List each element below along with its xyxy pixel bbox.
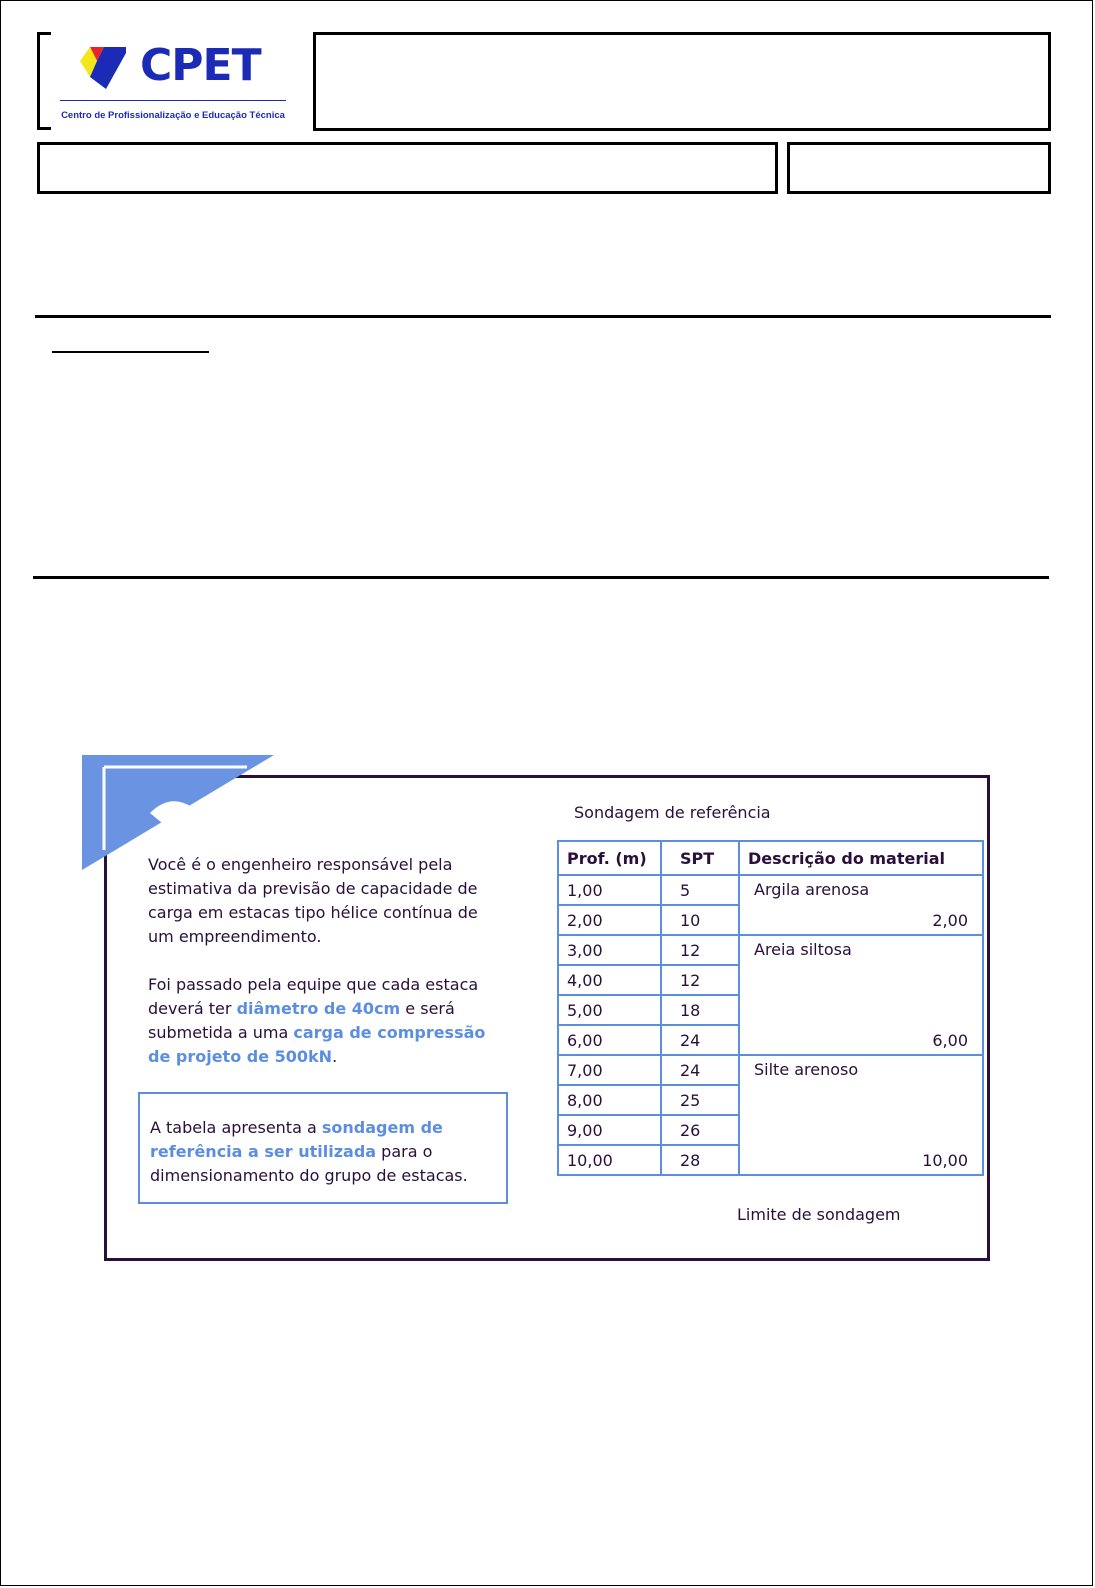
cell-spt: 12 bbox=[661, 935, 739, 965]
layer-cell bbox=[739, 875, 983, 935]
cell-prof: 9,00 bbox=[558, 1115, 661, 1145]
header-info-box-right bbox=[787, 142, 1051, 194]
layer-cell bbox=[739, 935, 983, 1055]
layer-material: Areia siltosa bbox=[754, 940, 852, 959]
layer-bottom-depth: 10,00 bbox=[922, 1151, 968, 1170]
logo bbox=[58, 40, 288, 125]
intro-p2-part3: . bbox=[332, 1047, 338, 1066]
intro-paragraph-2 bbox=[148, 973, 508, 1069]
sondagem-table bbox=[557, 840, 984, 1176]
header-info-box-left bbox=[37, 142, 778, 194]
layer-material: Silte arenoso bbox=[754, 1060, 859, 1079]
table-title: Sondagem de referência bbox=[574, 803, 771, 822]
load-highlight: carga de compressão de projeto de 500kN bbox=[148, 1023, 486, 1066]
table-row bbox=[558, 875, 983, 905]
section-rule-top bbox=[35, 315, 1051, 318]
cell-prof: 10,00 bbox=[558, 1145, 661, 1175]
cell-spt: 26 bbox=[661, 1115, 739, 1145]
table-header-row bbox=[558, 841, 983, 875]
cell-spt: 10 bbox=[661, 905, 739, 935]
note-part2: para o dimensionamento do grupo de estacas. bbox=[150, 1142, 468, 1185]
logo-subtitle: Centro de Profissionalização e Educação Técnica bbox=[61, 110, 285, 121]
layer-material: Argila arenosa bbox=[754, 880, 870, 899]
logo-bracket bbox=[37, 32, 51, 130]
column-header-prof: Prof. (m) bbox=[558, 841, 661, 875]
cell-prof: 6,00 bbox=[558, 1025, 661, 1055]
table-row bbox=[558, 1055, 983, 1085]
layer-cell bbox=[739, 1055, 983, 1175]
intro-text bbox=[148, 853, 508, 1093]
cell-spt: 28 bbox=[661, 1145, 739, 1175]
note-part1: A tabela apresenta a bbox=[150, 1118, 322, 1137]
cell-prof: 8,00 bbox=[558, 1085, 661, 1115]
cell-prof: 1,00 bbox=[558, 875, 661, 905]
note-highlight: sondagem de referência a ser utilizada bbox=[150, 1118, 443, 1161]
intro-p2-part2: e será submetida a uma bbox=[148, 999, 455, 1042]
cell-spt: 5 bbox=[661, 875, 739, 905]
cell-spt: 12 bbox=[661, 965, 739, 995]
section-rule-bottom bbox=[33, 576, 1049, 579]
logo-text: CPET bbox=[140, 40, 261, 91]
cell-prof: 4,00 bbox=[558, 965, 661, 995]
cell-spt: 18 bbox=[661, 995, 739, 1025]
cell-spt: 24 bbox=[661, 1025, 739, 1055]
cell-prof: 2,00 bbox=[558, 905, 661, 935]
intro-paragraph-1: Você é o engenheiro responsável pela estimativa da previsão de capacidade de carga em estacas tipo hélice contínua de um empreendimento. bbox=[148, 855, 478, 946]
diameter-highlight: diâmetro de 40cm bbox=[236, 999, 401, 1018]
layer-bottom-depth: 6,00 bbox=[932, 1031, 968, 1050]
cell-prof: 3,00 bbox=[558, 935, 661, 965]
column-header-spt: SPT bbox=[661, 841, 739, 875]
sondagem-limit-label: Limite de sondagem bbox=[737, 1205, 901, 1224]
logo-divider bbox=[60, 100, 286, 101]
header-title-box bbox=[313, 32, 1051, 131]
cell-spt: 25 bbox=[661, 1085, 739, 1115]
problem-figure bbox=[82, 755, 992, 1265]
column-header-description: Descrição do material bbox=[739, 841, 983, 875]
cell-prof: 5,00 bbox=[558, 995, 661, 1025]
cell-spt: 24 bbox=[661, 1055, 739, 1085]
note-box bbox=[138, 1092, 508, 1204]
cell-prof: 7,00 bbox=[558, 1055, 661, 1085]
intro-p2-part1: Foi passado pela equipe que cada estaca deverá ter bbox=[148, 975, 479, 1018]
table-row bbox=[558, 935, 983, 965]
layer-bottom-depth: 2,00 bbox=[932, 911, 968, 930]
cpet-logo-icon bbox=[80, 45, 128, 91]
underline-short bbox=[52, 351, 209, 353]
